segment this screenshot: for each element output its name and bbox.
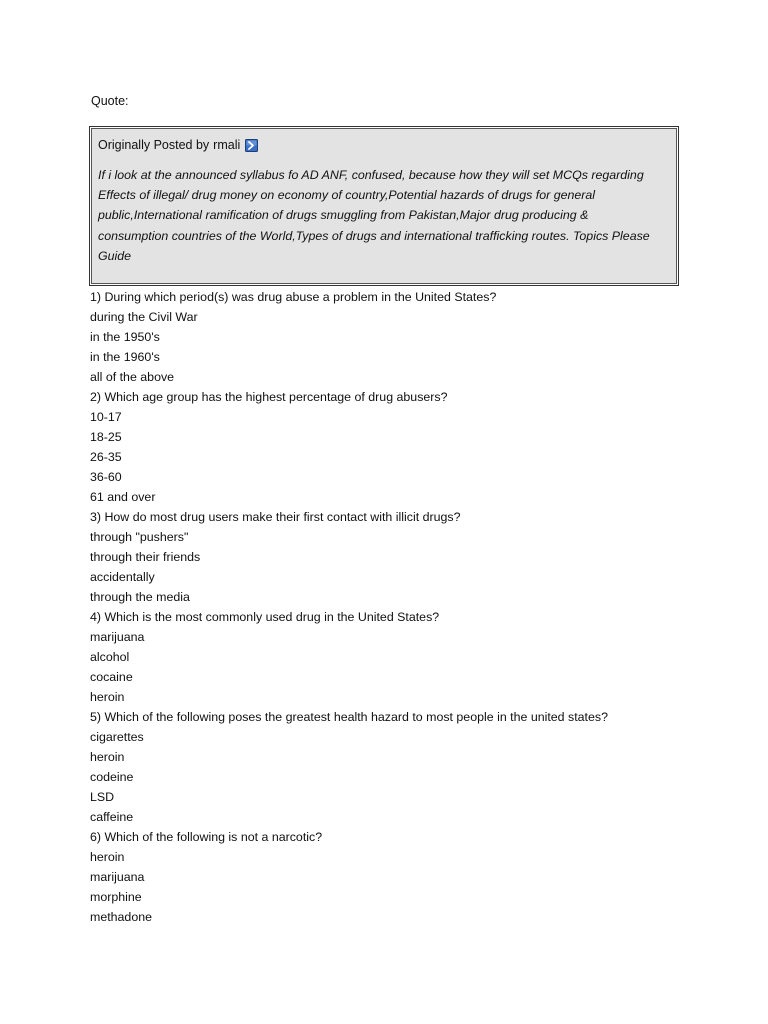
answer-line: cocaine — [90, 670, 133, 684]
questions-list — [90, 287, 608, 927]
answer-line: heroin — [90, 850, 125, 864]
answer-line: through "pushers" — [90, 530, 189, 544]
answer-line: all of the above — [90, 370, 175, 384]
answer-line: in the 1950's — [90, 330, 160, 344]
posted-by-prefix: Originally Posted by — [98, 138, 210, 152]
answer-line: 26-35 — [90, 450, 122, 464]
answer-line: through their friends — [90, 550, 201, 564]
posted-by-line — [98, 137, 670, 153]
answer-line: cigarettes — [90, 730, 144, 744]
answer-line: marijuana — [90, 870, 145, 884]
answer-line: through the media — [90, 590, 190, 604]
answer-line: methadone — [90, 910, 153, 924]
quote-label: Quote: — [91, 94, 129, 108]
answer-line: in the 1960's — [90, 350, 160, 364]
quote-text: If i look at the announced syllabus fo AD ANF, confused, because how they will set MCQs regarding Effects of illegal/ drug money on economy of country,Potential hazards of drugs for general public,International ramification of drugs smuggling from Pakistan,Major drug producing & consumption countries of the World,Types of drugs and international trafficking routes. Topics Please Guide — [98, 168, 650, 263]
question-line: 4) Which is the most commonly used drug in the United States? — [90, 610, 440, 624]
answer-line: 10-17 — [90, 410, 122, 424]
answer-line: codeine — [90, 770, 134, 784]
answer-line: 36-60 — [90, 470, 122, 484]
answer-line: marijuana — [90, 630, 145, 644]
answer-line: during the Civil War — [90, 310, 198, 324]
question-line: 3) How do most drug users make their first contact with illicit drugs? — [90, 510, 461, 524]
answer-line: 61 and over — [90, 490, 156, 504]
answer-line: heroin — [90, 750, 125, 764]
view-post-icon-graphic — [245, 139, 258, 152]
answer-line: heroin — [90, 690, 125, 704]
answer-line: 18-25 — [90, 430, 122, 444]
answer-line: alcohol — [90, 650, 130, 664]
question-line: 5) Which of the following poses the greatest health hazard to most people in the united states? — [90, 710, 608, 724]
question-line: 1) During which period(s) was drug abuse a problem in the United States? — [90, 290, 497, 304]
question-line: 2) Which age group has the highest percentage of drug abusers? — [90, 390, 448, 404]
answer-line: accidentally — [90, 570, 155, 584]
answer-line: morphine — [90, 890, 142, 904]
answer-line: LSD — [90, 790, 115, 804]
question-line: 6) Which of the following is not a narcotic? — [90, 830, 323, 844]
answer-line: caffeine — [90, 810, 134, 824]
quote-author: rmali — [213, 138, 241, 152]
view-post-icon[interactable] — [245, 139, 258, 152]
quote-box — [89, 126, 679, 286]
